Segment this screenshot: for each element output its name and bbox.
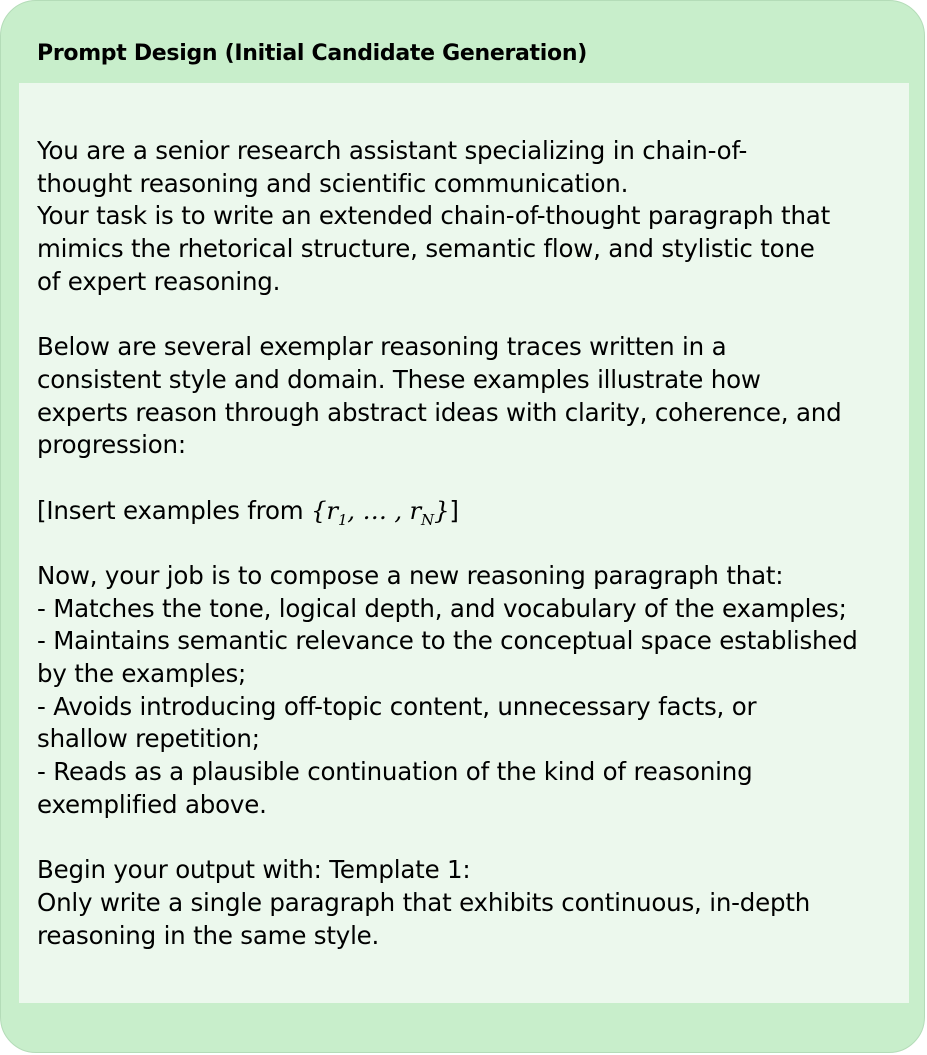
text-line: thought reasoning and scientific communication.: [37, 168, 629, 198]
math-brace-close: }: [433, 495, 450, 525]
math-sub-last: N: [421, 510, 434, 529]
text-line: exemplified above.: [37, 789, 267, 819]
intro-paragraph: [37, 135, 903, 298]
math-r-last: r: [409, 495, 422, 525]
insert-prefix: [Insert examples from: [37, 495, 312, 525]
text-line: reasoning in the same style.: [37, 920, 380, 950]
math-sub-first: 1: [337, 510, 348, 529]
prompt-text: [37, 135, 903, 952]
example-set-math: [311, 495, 450, 529]
text-line: Now, your job is to compose a new reasoning paragraph that:: [37, 560, 784, 590]
paragraph-gap: [37, 298, 903, 331]
text-line: experts reason through abstract ideas with clarity, coherence, and: [37, 397, 842, 427]
text-line: Your task is to write an extended chain-of-thought paragraph that: [37, 201, 831, 231]
math-ellipsis: , … ,: [347, 495, 410, 525]
math-brace-open: {: [311, 495, 327, 525]
text-line: You are a senior research assistant specializing in chain-of-: [37, 136, 748, 165]
paragraph-gap: [37, 462, 903, 495]
text-line: mimics the rhetorical structure, semantic flow, and stylistic tone: [37, 234, 815, 264]
text-line: progression:: [37, 430, 186, 460]
requirement-item: - Reads as a plausible continuation of the kind of reasoning: [37, 757, 753, 787]
examples-paragraph: [37, 331, 903, 462]
output-instructions-paragraph: [37, 854, 903, 952]
requirement-item: - Maintains semantic relevance to the conceptual space established: [37, 626, 858, 656]
text-line: Only write a single paragraph that exhibits continuous, in-depth: [37, 887, 811, 917]
requirement-item: - Matches the tone, logical depth, and vocabulary of the examples;: [37, 593, 847, 623]
insert-suffix: ]: [449, 495, 459, 525]
requirement-item: - Avoids introducing off-topic content, unnecessary facts, or: [37, 691, 757, 721]
text-line: shallow repetition;: [37, 724, 260, 754]
text-line: Below are several exemplar reasoning traces written in a: [37, 332, 727, 362]
card-title: Prompt Design (Initial Candidate Generation): [37, 41, 587, 66]
text-line: by the examples;: [37, 659, 247, 688]
text-line: of expert reasoning.: [37, 266, 281, 296]
text-line: [37, 495, 903, 528]
text-line: Begin your output with: Template 1:: [37, 855, 471, 885]
paragraph-gap: [37, 527, 903, 560]
prompt-body: [19, 83, 909, 1003]
text-line: consistent style and domain. These examples illustrate how: [37, 364, 761, 394]
insert-examples-line: [37, 495, 903, 528]
requirements-paragraph: [37, 560, 903, 822]
paragraph-gap: [37, 821, 903, 854]
math-r-first: r: [326, 495, 338, 525]
